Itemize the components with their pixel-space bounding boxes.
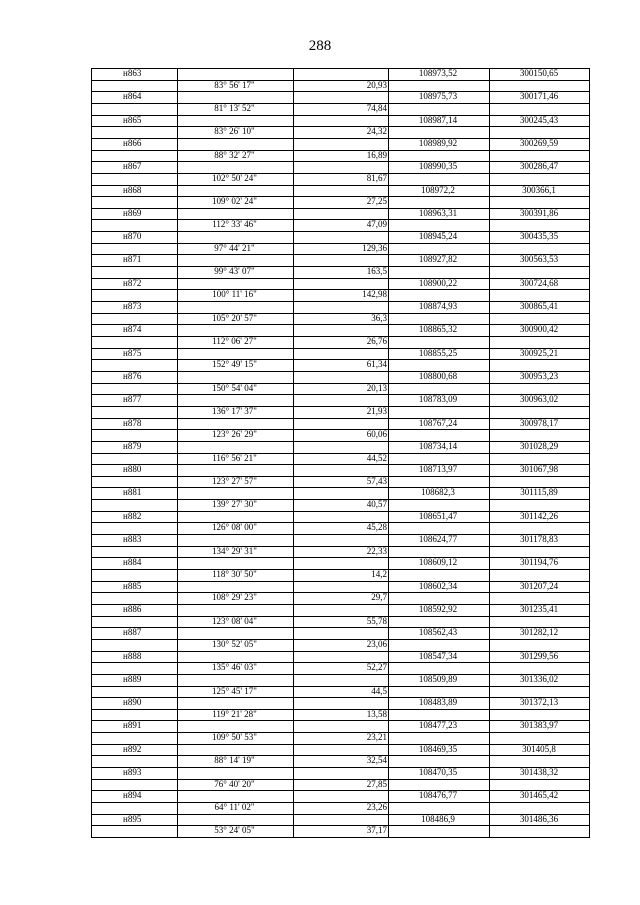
segment-angle: 123° 08' 04"	[212, 615, 257, 626]
point-y: 300435,35	[519, 231, 559, 242]
point-name: н880	[123, 464, 142, 475]
segment-angle: 116° 56' 21"	[212, 452, 257, 463]
point-x: 108927,82	[418, 254, 458, 265]
segment-angle: 112° 33' 46"	[212, 219, 257, 230]
point-x: 108734,14	[418, 440, 458, 451]
point-name: н882	[123, 510, 142, 521]
segment-angle: 108° 29' 23"	[212, 592, 257, 603]
segment-length: 57,43	[366, 475, 387, 486]
point-x: 108767,24	[418, 417, 458, 428]
point-name: н869	[123, 207, 142, 218]
point-x: 108602,34	[418, 580, 458, 591]
segment-length: 40,57	[366, 499, 387, 510]
segment-angle: 81° 13' 52"	[214, 102, 255, 113]
segment-length: 61,34	[366, 359, 387, 370]
segment-angle: 130° 52' 05"	[212, 638, 257, 649]
point-name: н892	[123, 743, 142, 754]
point-x: 108713,97	[418, 464, 458, 475]
point-name: н865	[123, 114, 142, 125]
segment-angle: 76° 40' 20"	[214, 778, 255, 789]
segment-length: 74,84	[366, 102, 387, 113]
segment-angle: 112° 06' 27"	[212, 335, 257, 346]
point-x: 108800,68	[418, 370, 458, 381]
point-name: н894	[123, 790, 142, 801]
point-name: н866	[123, 137, 142, 148]
point-y: 300150,65	[519, 68, 559, 78]
point-name: н893	[123, 767, 142, 778]
segment-angle: 102° 50' 24"	[212, 172, 257, 183]
segment-angle: 150° 54' 04"	[212, 382, 257, 393]
point-x: 108483,89	[418, 697, 458, 708]
point-y: 301383,97	[519, 720, 559, 731]
point-x: 108469,35	[418, 743, 458, 754]
point-name: н883	[123, 534, 142, 545]
segment-angle: 152° 49' 15"	[212, 359, 257, 370]
point-x: 108509,89	[418, 673, 458, 684]
point-y: 301067,98	[519, 464, 559, 475]
point-name: н864	[123, 91, 142, 102]
segment-length: 142,98	[362, 289, 387, 300]
point-y: 301178,83	[520, 534, 558, 545]
segment-length: 27,25	[366, 196, 387, 207]
point-y: 300978,17	[519, 417, 559, 428]
segment-length: 36,3	[371, 312, 387, 323]
point-name: н873	[123, 301, 142, 312]
point-y: 301115,89	[520, 487, 558, 498]
segment-angle: 99° 43' 07"	[214, 266, 255, 277]
point-y: 301194,76	[520, 557, 558, 568]
segment-angle: 135° 46' 03"	[212, 662, 257, 673]
segment-length: 44,5	[371, 685, 387, 696]
segment-angle: 139° 27' 30"	[212, 499, 257, 510]
segment-length: 22,33	[366, 545, 387, 556]
segment-length: 14,2	[371, 569, 387, 579]
point-name: н890	[123, 697, 142, 708]
segment-length: 32,54	[366, 755, 387, 766]
point-name: н872	[123, 277, 142, 288]
point-name: н875	[123, 347, 142, 358]
point-name: н863	[123, 68, 142, 78]
point-y: 301207,24	[519, 580, 559, 591]
point-x: 108470,35	[418, 767, 458, 778]
point-name: н888	[123, 650, 142, 661]
point-y: 301336,02	[519, 673, 559, 684]
segment-length: 55,78	[366, 615, 387, 626]
point-x: 108477,23	[418, 720, 458, 731]
segment-angle: 53° 24' 05"	[214, 825, 255, 836]
point-y: 300953,23	[519, 370, 559, 381]
segment-angle: 97° 44' 21"	[214, 242, 255, 253]
segment-angle: 100° 11' 16"	[212, 289, 257, 300]
point-y: 301299,56	[519, 650, 559, 661]
segment-length: 16,89	[366, 149, 387, 160]
page-number: 288	[308, 38, 332, 54]
point-y: 301465,42	[519, 790, 559, 801]
segment-length: 47,09	[366, 219, 387, 230]
point-name: н878	[123, 417, 142, 428]
grid-line-horizontal	[91, 837, 590, 838]
segment-length: 13,58	[366, 708, 387, 719]
point-x: 108975,73	[418, 91, 458, 102]
point-y: 300269,59	[519, 137, 559, 148]
point-name: н876	[123, 370, 142, 381]
segment-angle: 136° 17' 37"	[212, 405, 257, 416]
point-name: н886	[123, 603, 142, 614]
point-x: 108865,32	[418, 324, 458, 335]
point-name: н887	[123, 627, 142, 638]
point-x: 108592,92	[418, 603, 458, 614]
segment-length: 52,27	[366, 662, 387, 673]
segment-angle: 126° 08' 00"	[212, 522, 257, 533]
point-name: н885	[123, 580, 142, 591]
point-y: 300900,42	[519, 324, 559, 335]
point-y: 300925,21	[519, 347, 559, 358]
point-x: 108972,2	[421, 184, 455, 195]
point-y: 300245,43	[519, 114, 559, 125]
point-name: н871	[123, 254, 142, 265]
point-y: 300366,1	[522, 184, 556, 195]
segment-length: 27,85	[366, 778, 387, 789]
point-x: 108682,3	[421, 487, 455, 498]
point-x: 108562,43	[418, 627, 458, 638]
segment-angle: 134° 29' 31"	[212, 545, 257, 556]
point-name: н884	[123, 557, 142, 568]
point-y: 301405,8	[522, 743, 556, 754]
point-y: 300286,47	[519, 161, 559, 172]
point-x: 108651,47	[418, 510, 458, 521]
point-y: 300963,02	[519, 394, 559, 405]
coordinates-table	[91, 68, 590, 837]
segment-length: 45,28	[366, 522, 387, 533]
point-x: 108624,77	[418, 534, 458, 545]
segment-length: 37,17	[366, 825, 387, 836]
point-x: 108973,52	[418, 68, 458, 78]
segment-angle: 109° 50' 53"	[212, 732, 257, 743]
segment-angle: 64° 11' 02"	[214, 802, 255, 813]
point-x: 108783,09	[418, 394, 458, 405]
segment-length: 23,21	[366, 732, 387, 743]
point-x: 108855,25	[418, 347, 458, 358]
segment-angle: 83° 56' 17"	[214, 79, 255, 90]
point-x: 108989,92	[418, 137, 458, 148]
segment-length: 26,76	[366, 335, 387, 346]
segment-angle: 123° 26' 29"	[212, 429, 257, 440]
point-name: н870	[123, 231, 142, 242]
point-y: 300391,86	[519, 207, 559, 218]
segment-length: 163,5	[366, 266, 387, 277]
segment-angle: 88° 32' 27"	[214, 149, 255, 160]
point-x: 108900,22	[418, 277, 458, 288]
point-name: н889	[123, 673, 142, 684]
segment-length: 81,67	[366, 172, 387, 183]
segment-angle: 83° 26' 10"	[214, 126, 255, 137]
point-y: 300563,53	[519, 254, 559, 265]
point-name: н867	[123, 161, 142, 172]
point-x: 108609,12	[418, 557, 458, 568]
segment-length: 60,06	[366, 429, 387, 440]
segment-length: 23,06	[366, 638, 387, 649]
point-y: 301372,13	[519, 697, 559, 708]
point-y: 300724,68	[519, 277, 559, 288]
segment-length: 29,7	[371, 592, 387, 603]
segment-length: 44,52	[366, 452, 387, 463]
point-name: н879	[123, 440, 142, 451]
segment-angle: 88° 14' 19"	[214, 755, 255, 766]
point-x: 108874,93	[418, 301, 458, 312]
point-x: 108945,24	[418, 231, 458, 242]
segment-length: 129,36	[362, 242, 387, 253]
point-name: н881	[123, 487, 142, 498]
point-y: 301142,26	[520, 510, 558, 521]
point-y: 301438,32	[519, 767, 559, 778]
point-name: н891	[123, 720, 142, 731]
segment-angle: 119° 21' 28"	[212, 708, 257, 719]
segment-angle: 118° 30' 50"	[212, 569, 257, 579]
point-name: н895	[123, 813, 142, 824]
point-name: н877	[123, 394, 142, 405]
segment-length: 23,26	[366, 802, 387, 813]
segment-length: 20,93	[366, 79, 387, 90]
point-x: 108990,35	[418, 161, 458, 172]
point-y: 300865,41	[519, 301, 559, 312]
point-y: 300171,46	[519, 91, 559, 102]
point-name: н868	[123, 184, 142, 195]
point-x: 108486,9	[421, 813, 455, 824]
point-x: 108963,31	[418, 207, 458, 218]
point-y: 301235,41	[519, 603, 559, 614]
point-x: 108547,34	[418, 650, 458, 661]
point-name: н874	[123, 324, 142, 335]
segment-angle: 105° 20' 57"	[212, 312, 257, 323]
segment-angle: 125° 45' 17"	[212, 685, 257, 696]
segment-length: 21,93	[366, 405, 387, 416]
point-y: 301028,29	[519, 440, 559, 451]
segment-angle: 109° 02' 24"	[212, 196, 257, 207]
segment-length: 20,13	[366, 382, 387, 393]
point-x: 108987,14	[418, 114, 458, 125]
segment-angle: 123° 27' 57"	[212, 475, 257, 486]
segment-length: 24,32	[366, 126, 387, 137]
point-x: 108476,77	[418, 790, 458, 801]
point-y: 301282,12	[519, 627, 559, 638]
point-y: 301486,36	[519, 813, 559, 824]
